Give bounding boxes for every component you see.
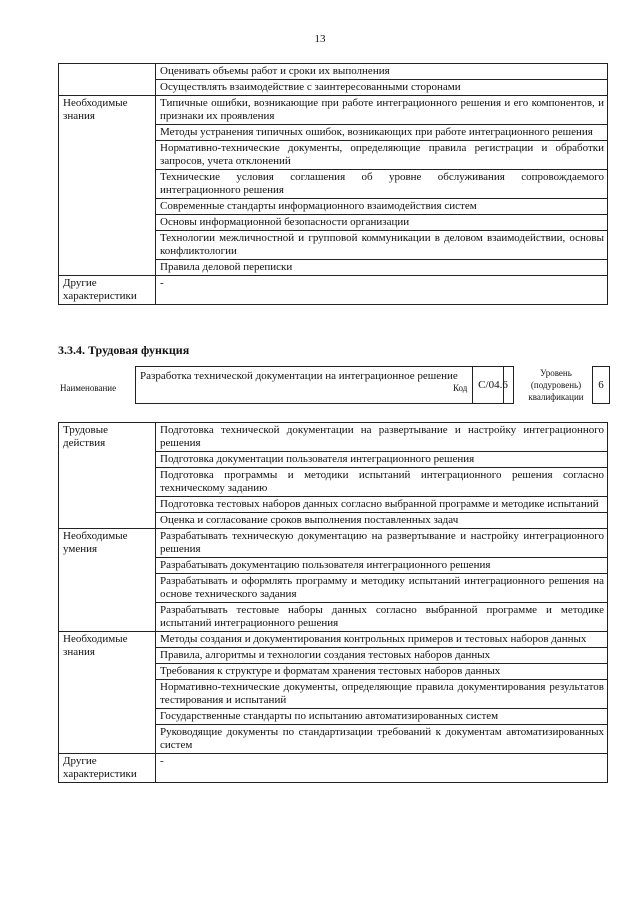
row-item-text: Оценивать объемы работ и сроки их выполнения: [156, 64, 608, 80]
table-row: [59, 96, 608, 125]
table-row: [59, 276, 608, 305]
row-item-text: Разрабатывать техническую документацию на развертывание и настройку интеграционного решения: [156, 529, 608, 558]
row-group-label: [59, 64, 156, 96]
function-name-box: Разработка технической документации на интеграционное решение: [135, 366, 504, 404]
row-item-text: Современные стандарты информационного взаимодействия систем: [156, 199, 608, 215]
row-item-text: Разрабатывать тестовые наборы данных согласно выбранной программе и методике испытаний интеграционного решения: [156, 603, 608, 632]
row-item-text: Основы информационной безопасности организации: [156, 215, 608, 231]
level-value-box: 6: [592, 366, 610, 404]
requirements-table-continued: [58, 63, 608, 305]
row-group-label: Трудовые действия: [59, 423, 156, 529]
table-row: [59, 632, 608, 648]
row-item-text: Методы создания и документирования контрольных примеров и тестовых наборов данных: [156, 632, 608, 648]
row-item-text: Осуществлять взаимодействие с заинтересованными сторонами: [156, 80, 608, 96]
row-item-text: -: [156, 276, 608, 305]
row-item-text: Государственные стандарты по испытанию автоматизированных систем: [156, 709, 608, 725]
section-heading: 3.3.4. Трудовая функция: [58, 343, 190, 357]
row-item-text: Методы устранения типичных ошибок, возникающих при работе интеграционного решения: [156, 125, 608, 141]
function-code-box: С/04.6: [472, 366, 514, 404]
table-row: [59, 529, 608, 558]
row-item-text: Нормативно-технические документы, определяющие правила регистрации и обработки запросов, учета отклонений: [156, 141, 608, 170]
row-group-label: Необходимые умения: [59, 529, 156, 632]
code-label: Код: [453, 383, 468, 393]
row-item-text: Оценка и согласование сроков выполнения поставленных задач: [156, 513, 608, 529]
row-item-text: Подготовка технической документации на развертывание и настройку интеграционного решения: [156, 423, 608, 452]
row-item-text: Правила, алгоритмы и технологии создания тестовых наборов данных: [156, 648, 608, 664]
table-row: [59, 754, 608, 783]
row-item-text: Подготовка документации пользователя интеграционного решения: [156, 452, 608, 468]
row-item-text: Типичные ошибки, возникающие при работе интеграционного решения и его компонентов, и признаки их проявления: [156, 96, 608, 125]
row-item-text: Разрабатывать документацию пользователя интеграционного решения: [156, 558, 608, 574]
row-item-text: Подготовка тестовых наборов данных согласно выбранной программе и методике испытаний: [156, 497, 608, 513]
row-group-label: Необходимые знания: [59, 632, 156, 754]
row-item-text: Разрабатывать и оформлять программу и методику испытаний интеграционного решения на основе технического задания: [156, 574, 608, 603]
row-item-text: -: [156, 754, 608, 783]
row-item-text: Руководящие документы по стандартизации требований к документам автоматизированных систем: [156, 725, 608, 754]
row-item-text: Подготовка программы и методики испытаний интеграционного решения согласно техническому заданию: [156, 468, 608, 497]
row-group-label: Необходимые знания: [59, 96, 156, 276]
row-group-label: Другие характеристики: [59, 276, 156, 305]
page-number: 13: [314, 33, 326, 45]
row-item-text: Правила деловой переписки: [156, 260, 608, 276]
name-label: Наименование: [60, 383, 117, 393]
level-label: Уровень (подуровень) квалификации: [528, 368, 584, 402]
function-header: [58, 366, 610, 410]
row-item-text: Технические условия соглашения об уровне обслуживания сопровождаемого интеграционного решения: [156, 170, 608, 199]
row-item-text: Требования к структуре и форматам хранения тестовых наборов данных: [156, 664, 608, 680]
labor-function-table: [58, 422, 608, 783]
table-row: [59, 423, 608, 452]
table-row: [59, 64, 608, 80]
row-item-text: Технологии межличностной и групповой коммуникации в деловом взаимодействии, основы конфликтологии: [156, 231, 608, 260]
row-group-label: Другие характеристики: [59, 754, 156, 783]
row-item-text: Нормативно-технические документы, определяющие правила документирования результатов тестирования и испытаний: [156, 680, 608, 709]
